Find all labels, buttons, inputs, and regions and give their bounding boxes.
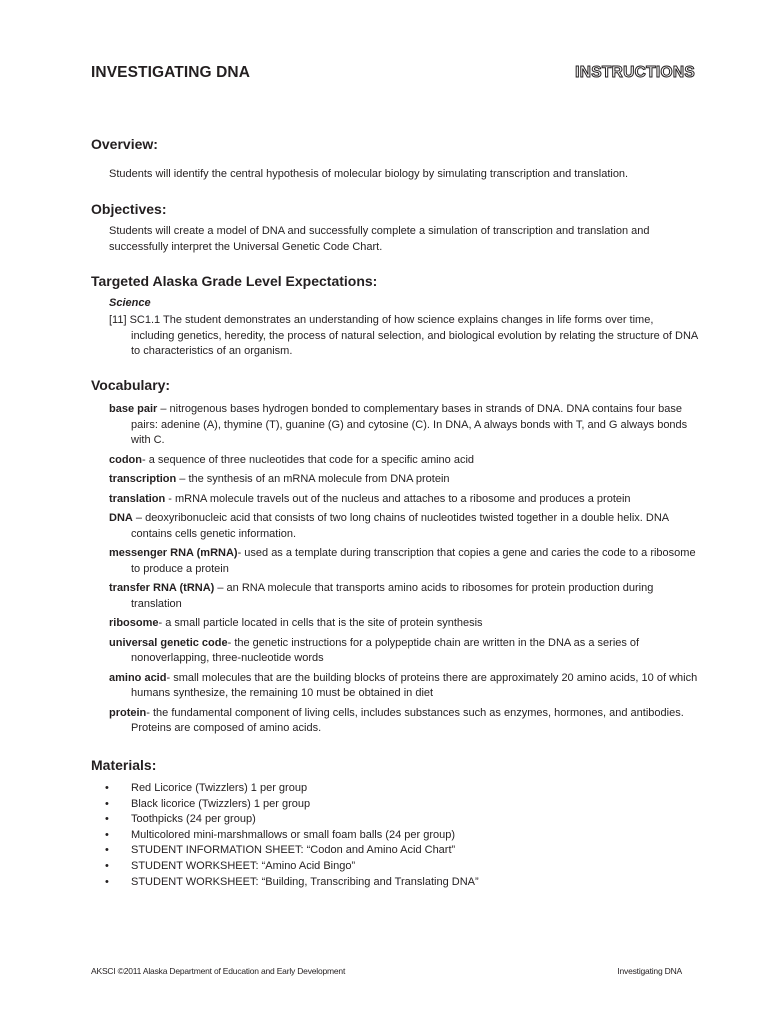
vocab-def: - mRNA molecule travels out of the nucleus and attaches to a ribosome and produces a protein: [165, 492, 631, 505]
vocab-def: - a sequence of three nucleotides that code for a specific amino acid: [142, 453, 475, 466]
material-text: STUDENT INFORMATION SHEET: “Codon and Amino Acid Chart”: [131, 844, 456, 857]
footer-page-title: Investigating DNA: [617, 966, 682, 976]
vocab-def: - used as a template during transcription that copies a gene and caries the code to a ribosome to produce a protein: [131, 547, 696, 575]
vocab-def: – the synthesis of an mRNA molecule from DNA protein: [176, 473, 450, 485]
list-item: [105, 828, 479, 844]
objectives-heading: Objectives:: [91, 201, 167, 217]
vocab-def: - the fundamental component of living cells, includes substances such as enzymes, hormones, and antibodies. Proteins are composed of amino acids.: [131, 706, 684, 734]
vocab-item: [109, 671, 699, 702]
bullet: •: [105, 859, 109, 872]
vocab-item: [109, 706, 699, 737]
list-item: [105, 875, 479, 891]
vocab-def: – deoxyribonucleic acid that consists of two long chains of nucleotides twisted together in a double helix. DNA contains cells genetic information.: [131, 512, 669, 540]
vocab-def: – an RNA molecule that transports amino acids to ribosomes for protein production during translation: [131, 582, 654, 610]
bullet: •: [105, 875, 109, 888]
vocab-item: [109, 546, 699, 577]
vocab-term: DNA: [109, 512, 133, 524]
section-label: INSTRUCTIONS: [575, 64, 695, 81]
bullet: •: [105, 844, 109, 857]
vocab-item: [109, 472, 699, 488]
vocab-item: [109, 616, 699, 632]
gle-subject: Science: [109, 297, 151, 309]
material-text: Multicolored mini-marshmallows or small foam balls (24 per group): [131, 828, 455, 841]
gle-text: [11] SC1.1 The student demonstrates an understanding of how science explains changes in life forms over time, including genetics, heredity, the process of natural selection, and biological evolution by relating the structure of DNA to characteristics of an organism.: [109, 314, 698, 357]
bullet: •: [105, 828, 109, 841]
list-item: [105, 797, 479, 813]
material-text: STUDENT WORKSHEET: “Amino Acid Bingo”: [131, 859, 356, 872]
footer-copyright: AKSCI ©2011 Alaska Department of Education and Early Development: [91, 966, 346, 976]
material-text: Black licorice (Twizzlers) 1 per group: [131, 797, 311, 810]
vocab-term: transfer RNA (tRNA): [109, 582, 215, 594]
objectives-text: Students will create a model of DNA and successfully complete a simulation of transcription and translation and successfully interpret the Universal Genetic Code Chart.: [109, 225, 650, 253]
bullet: •: [105, 813, 109, 826]
vocab-term: codon: [109, 453, 142, 466]
material-text: Toothpicks (24 per group): [131, 813, 256, 826]
vocab-term: universal genetic code: [109, 636, 228, 649]
vocab-def: - small molecules that are the building blocks of proteins there are approximately 20 amino acids, 10 of which humans synthesize, the remaining 10 must be obtained in diet: [131, 671, 698, 699]
vocab-item: [109, 402, 699, 449]
list-item: [105, 812, 479, 828]
vocab-def: – nitrogenous bases hydrogen bonded to complementary bases in strands of DNA. DNA contains four base pairs: adenine (A), thymine (T), guanine (G) and cytosine (C). In DNA, A always bonds with T, and G always bonds with C.: [131, 403, 688, 446]
material-text: STUDENT WORKSHEET: “Building, Transcribing and Translating DNA”: [131, 875, 479, 888]
vocab-item: [109, 511, 699, 542]
bullet: •: [105, 782, 109, 794]
vocab-term: translation: [109, 492, 166, 505]
vocabulary-heading: Vocabulary:: [91, 377, 171, 393]
list-item: [105, 843, 479, 859]
vocab-term: protein: [109, 706, 147, 719]
vocab-term: messenger RNA (mRNA): [109, 547, 238, 559]
vocab-item: [109, 453, 699, 469]
vocab-item: [109, 581, 699, 612]
list-item: [105, 859, 479, 875]
vocab-item: [109, 492, 699, 508]
bullet: •: [105, 797, 109, 810]
vocab-term: base pair: [109, 403, 158, 415]
vocab-item: [109, 636, 699, 667]
vocab-term: transcription: [109, 473, 177, 485]
materials-list: [105, 781, 479, 890]
vocab-term: ribosome: [109, 617, 159, 629]
vocab-term: amino acid: [109, 671, 167, 684]
materials-heading: Materials:: [91, 757, 157, 773]
vocab-def: - a small particle located in cells that is the site of protein synthesis: [158, 617, 483, 629]
vocabulary-list: [109, 402, 699, 741]
vocab-def: - the genetic instructions for a polypeptide chain are written in the DNA as a series of nonoverlapping, three-nucleotide words: [131, 636, 640, 664]
overview-heading: Overview:: [91, 136, 158, 152]
gle-heading: Targeted Alaska Grade Level Expectations:: [91, 273, 378, 289]
document-title: INVESTIGATING DNA: [91, 64, 251, 81]
list-item: [105, 781, 479, 797]
material-text: Red Licorice (Twizzlers) 1 per group: [131, 782, 308, 794]
overview-text: Students will identify the central hypothesis of molecular biology by simulating transcription and translation.: [109, 168, 629, 180]
